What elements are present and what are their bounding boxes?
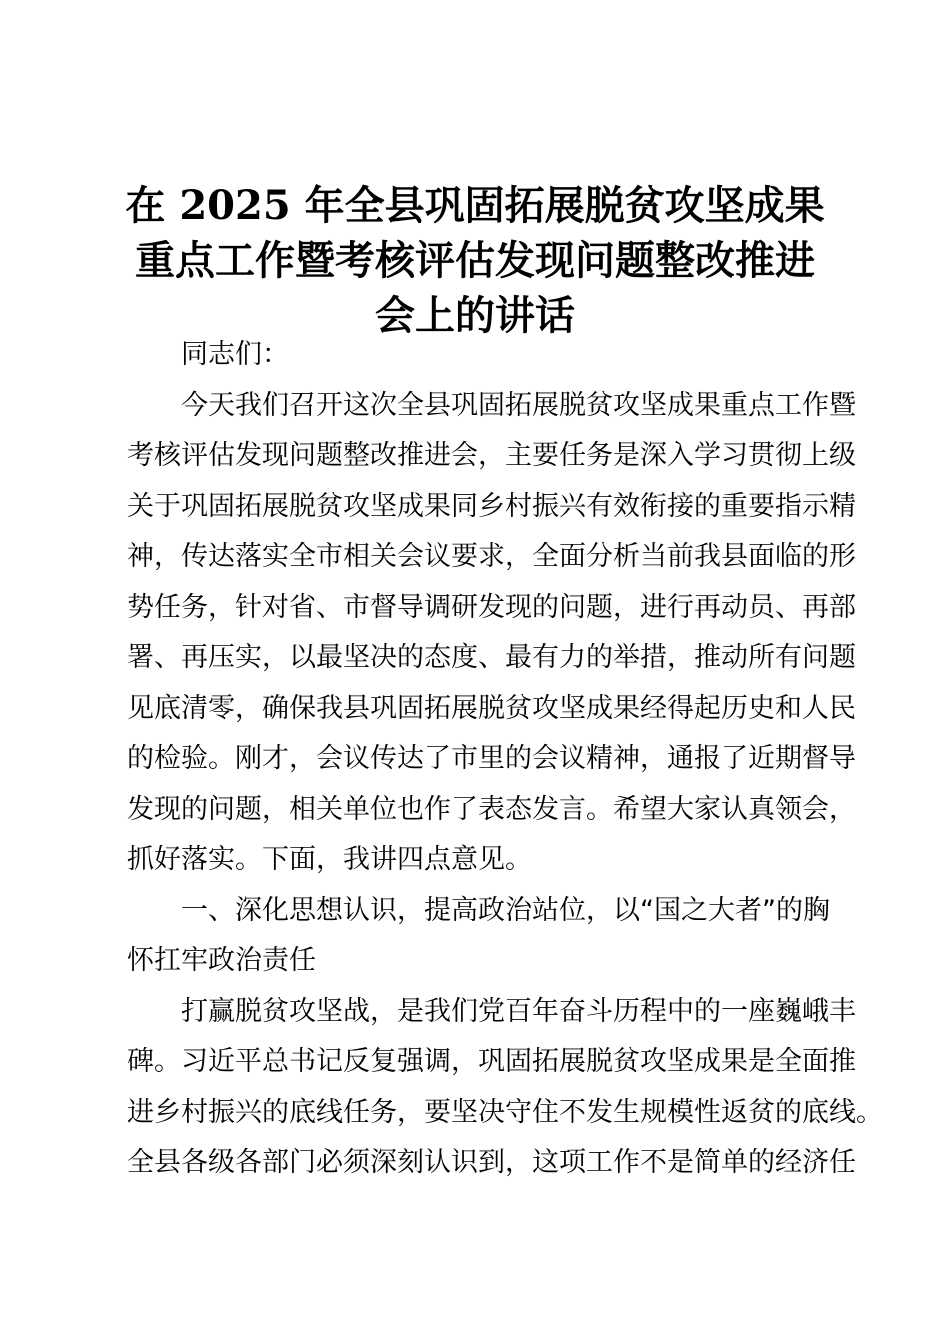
- paragraph-line: 势任务，针对省、市督导调研发现的问题，进行再动员、再部: [127, 591, 856, 623]
- paragraph-line: 碑。习近平总书记反复强调，巩固拓展脱贫攻坚成果是全面推: [127, 1046, 856, 1077]
- paragraph-intro: [127, 381, 856, 886]
- paragraph-line: 关于巩固拓展脱贫攻坚成果同乡村振兴有效衔接的重要指示精: [127, 490, 856, 522]
- paragraph-line: 神，传达落实全市相关会议要求，全面分析当前我县面临的形: [127, 541, 856, 572]
- heading-line: 怀扛牢政治责任: [127, 945, 316, 976]
- speech-title: [100, 178, 850, 343]
- paragraph-line: 全县各级各部门必须深刻认识到，这项工作不是简单的经济任: [127, 1147, 856, 1178]
- section-heading-1: [127, 886, 839, 987]
- paragraph-line: 的检验。刚才，会议传达了市里的会议精神，通报了近期督导: [127, 743, 856, 774]
- paragraph-line: 今天我们召开这次全县巩固拓展脱贫攻坚成果重点工作暨: [181, 389, 856, 421]
- title-line-2: 重点工作暨考核评估发现问题整改推进: [135, 237, 815, 284]
- salutation: [127, 330, 839, 381]
- title-line-3: 会上的讲话: [375, 292, 575, 339]
- paragraph-line: 发现的问题，相关单位也作了表态发言。希望大家认真领会，: [127, 793, 856, 825]
- speech-body: [127, 330, 883, 1189]
- salutation-text: 同志们：: [181, 339, 289, 370]
- paragraph-line: 署、再压实，以最坚决的态度、最有力的举措，推动所有问题: [127, 642, 856, 673]
- paragraph-line: 抓好落实。下面，我讲四点意见。: [127, 844, 532, 875]
- paragraph-line: 打赢脱贫攻坚战，是我们党百年奋斗历程中的一座巍峨丰: [181, 995, 856, 1027]
- title-line-1: 在 2025 年全县巩固拓展脱贫攻坚成果: [125, 182, 825, 229]
- paragraph-section-1: [127, 987, 883, 1189]
- paragraph-line: 考核评估发现问题整改推进会，主要任务是深入学习贯彻上级: [127, 440, 856, 471]
- paragraph-line: 进乡村振兴的底线任务，要坚决守住不发生规模性返贫的底线。: [127, 1096, 883, 1128]
- paragraph-line: 见底清零，确保我县巩固拓展脱贫攻坚成果经得起历史和人民: [127, 692, 856, 724]
- heading-line: 一、深化思想认识，提高政治站位，以“国之大者”的胸: [181, 894, 830, 926]
